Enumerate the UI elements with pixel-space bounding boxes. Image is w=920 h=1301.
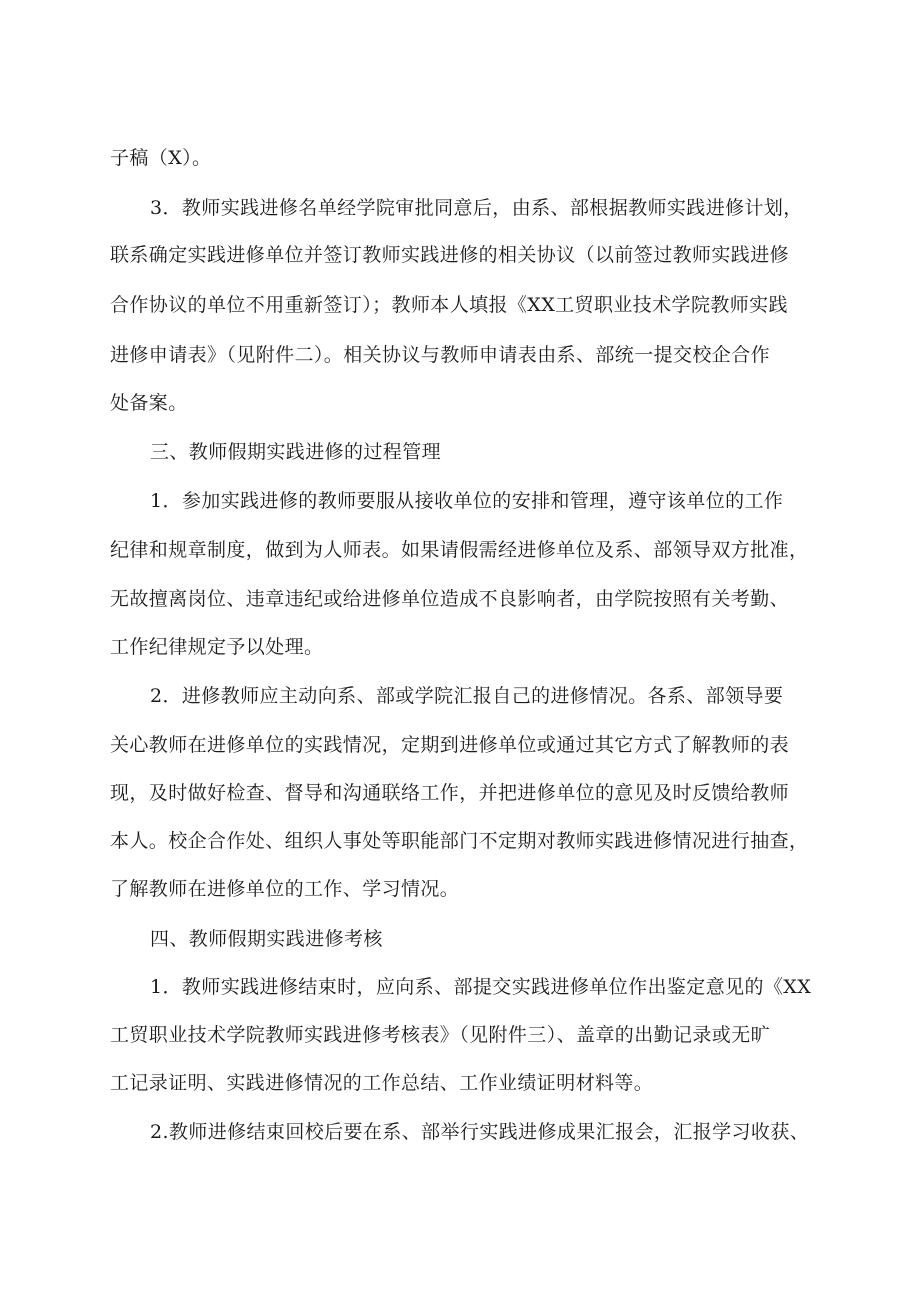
text-line: 合作协议的单位不用重新签订）；教师本人填报《XX工贸职业技术学院教师实践 [110,294,788,316]
text-line: 子稿（X）。 [110,147,212,169]
text-line: 2.教师进修结束回校后要在系、部举行实践进修成果汇报会，汇报学习收获、 [150,1121,810,1143]
text-line: 关心教师在进修单位的实践情况，定期到进修单位或通过其它方式了解教师的表 [110,734,790,756]
text-line: 纪律和规章制度，做到为人师表。如果请假需经进修单位及系、部领导双方批准， [110,539,809,561]
section-heading: 三、教师假期实践进修的过程管理 [150,441,442,463]
text-line: 工作纪律规定予以处理。 [110,636,324,658]
text-line: 现，及时做好检查、督导和沟通联络工作，并把进修单位的意见及时反馈给教师 [110,782,790,804]
text-line: 处备案。 [110,392,188,414]
text-line: 3．教师实践进修名单经学院审批同意后，由系、部根据教师实践进修计划， [150,197,803,219]
text-line: 无故擅离岗位、违章违纪或给进修单位造成不良影响者，由学院按照有关考勤、 [110,588,790,610]
text-line: 1．教师实践进修结束时，应向系、部提交实践进修单位作出鉴定意见的《XX [150,976,812,998]
text-line: 了解教师在进修单位的工作、学习情况。 [110,878,460,900]
text-line: 2．进修教师应主动向系、部或学院汇报自己的进修情况。各系、部领导要 [150,685,784,707]
text-line: 本人。校企合作处、组织人事处等职能部门不定期对教师实践进修情况进行抽查， [110,830,809,852]
text-line: 工贸职业技术学院教师实践进修考核表》（见附件三）、盖章的出勤记录或无旷 [110,1024,771,1046]
text-line: 进修申请表》（见附件二）。相关协议与教师申请表由系、部统一提交校企合作 [110,344,771,366]
text-line: 联系确定实践进修单位并签订教师实践进修的相关协议（以前签过教师实践进修 [110,244,790,266]
text-line: 工记录证明、实践进修情况的工作总结、工作业绩证明材料等。 [110,1072,654,1094]
text-line: 1．参加实践进修的教师要服从接收单位的安排和管理，遵守该单位的工作 [150,490,784,512]
section-heading: 四、教师假期实践进修考核 [150,928,383,950]
